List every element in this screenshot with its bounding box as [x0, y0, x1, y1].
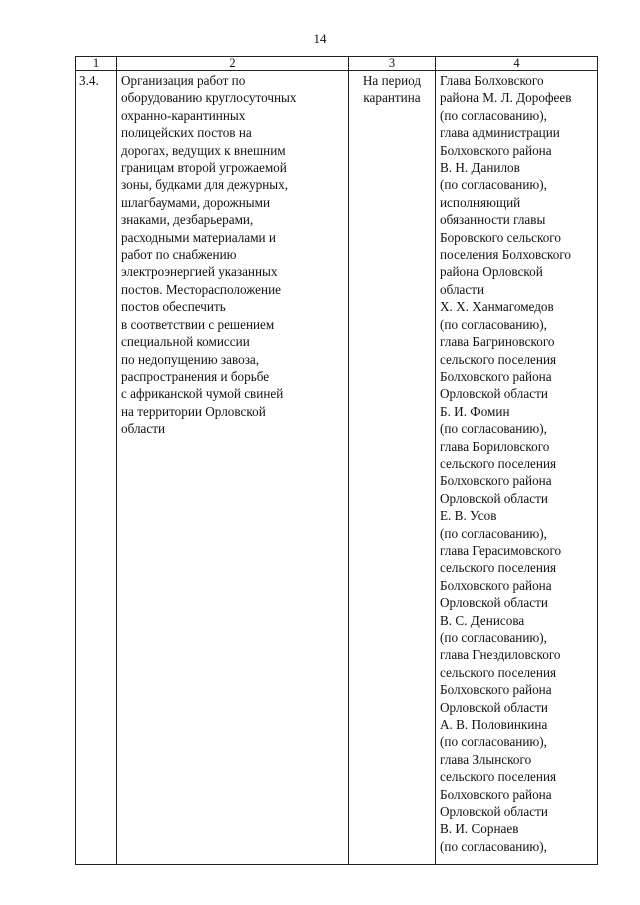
description-line: работ по снабжению — [121, 247, 237, 263]
responsible-line: района М. Л. Дорофеев — [440, 90, 572, 106]
responsible-line: глава администрации — [440, 125, 560, 141]
responsible-line: глава Злынского — [440, 751, 532, 767]
responsible-line: В. Н. Данилов — [440, 160, 520, 176]
responsible-line: (по согласованию), — [440, 107, 547, 123]
responsible-line: Боровского сельского — [440, 229, 561, 245]
period-line: карантина — [363, 90, 421, 106]
responsible-line: (по согласованию), — [440, 734, 547, 750]
description-line: Организация работ по — [121, 73, 246, 88]
responsible-line: Болховского района — [440, 142, 552, 158]
page-number: 14 — [313, 31, 327, 46]
responsible-line: Глава Болховского — [440, 73, 544, 88]
description-line: границам второй угрожаемой — [121, 160, 287, 176]
description-line: полицейских постов на — [121, 125, 252, 141]
responsible-line: сельского поселения — [440, 769, 557, 785]
responsible-line: глава Герасимовского — [440, 542, 562, 558]
description-line: расходными материалами и — [121, 229, 276, 245]
table-row — [76, 71, 598, 865]
item-number-text: 3.4. — [79, 73, 99, 88]
description-line: специальной комиссии — [121, 334, 250, 350]
responsible-line: поселения Болховского — [440, 247, 572, 263]
description-line: постов. Месторасположение — [121, 281, 281, 297]
measures-table — [75, 56, 598, 865]
responsible-line: Б. И. Фомин — [440, 403, 510, 419]
description-line: на территории Орловской — [121, 403, 266, 419]
responsible-line: (по согласованию), — [440, 838, 547, 854]
responsible-line: (по согласованию), — [440, 177, 547, 193]
description-line: дорогах, ведущих к внешним — [121, 142, 286, 158]
description-line: охранно-карантинных — [121, 107, 246, 123]
responsible-line: Болховского района — [440, 682, 552, 698]
responsible-line: области — [440, 281, 485, 297]
description-line: знаками, дезбарьерами, — [121, 212, 254, 228]
description-line: зоны, будками для дежурных, — [121, 177, 288, 193]
responsible-line: обязанности главы — [440, 212, 546, 228]
responsible-line: В. С. Денисова — [440, 612, 525, 628]
responsible-line: Орловской области — [440, 595, 548, 611]
responsible-line: Х. Х. Ханмагомедов — [440, 299, 554, 315]
responsible-line: Орловской области — [440, 804, 548, 820]
responsible-line: Болховского района — [440, 368, 552, 384]
item-responsible — [436, 71, 598, 865]
description-line: распространения и борьбе — [121, 368, 270, 384]
responsible-line: сельского поселения — [440, 455, 557, 471]
description-line: шлагбаумами, дорожными — [121, 194, 271, 210]
responsible-line: Орловской области — [440, 386, 548, 402]
description-line: электроэнергией указанных — [121, 264, 278, 280]
column-header-1: 1 — [76, 57, 117, 71]
item-description — [117, 71, 349, 865]
table-header-row — [76, 57, 598, 71]
description-line: в соответствии с решением — [121, 316, 275, 332]
responsible-line: (по согласованию), — [440, 316, 547, 332]
responsible-line: глава Бориловского — [440, 438, 550, 454]
responsible-line: глава Гнездиловского — [440, 647, 561, 663]
responsible-line: Орловской области — [440, 490, 548, 506]
responsible-line: исполняющий — [440, 194, 521, 210]
column-header-2: 2 — [117, 57, 349, 71]
responsible-line: Болховского района — [440, 473, 552, 489]
description-line: постов обеспечить — [121, 299, 226, 315]
responsible-line: сельского поселения — [440, 664, 557, 680]
responsible-line: В. И. Сорнаев — [440, 821, 519, 837]
responsible-line: района Орловской — [440, 264, 543, 280]
responsible-line: Е. В. Усов — [440, 508, 497, 524]
description-line: с африканской чумой свиней — [121, 386, 284, 402]
responsible-line: А. В. Половинкина — [440, 717, 548, 733]
item-period — [349, 71, 436, 865]
responsible-line: глава Багриновского — [440, 334, 555, 350]
description-line: области — [121, 421, 166, 437]
period-line: На период — [362, 73, 422, 88]
responsible-line: сельского поселения — [440, 560, 557, 576]
responsible-line: сельского поселения — [440, 351, 557, 367]
responsible-line: Болховского района — [440, 786, 552, 802]
responsible-line: Болховского района — [440, 577, 552, 593]
description-line: по недопущению завоза, — [121, 351, 260, 367]
responsible-line: (по согласованию), — [440, 630, 547, 645]
description-line: оборудованию круглосуточных — [121, 90, 297, 106]
column-header-4: 4 — [436, 57, 598, 71]
column-header-3: 3 — [349, 57, 436, 71]
responsible-line: (по согласованию), — [440, 525, 547, 541]
responsible-line: Орловской области — [440, 699, 548, 715]
responsible-line: (по согласованию), — [440, 421, 547, 437]
item-number — [76, 71, 117, 865]
